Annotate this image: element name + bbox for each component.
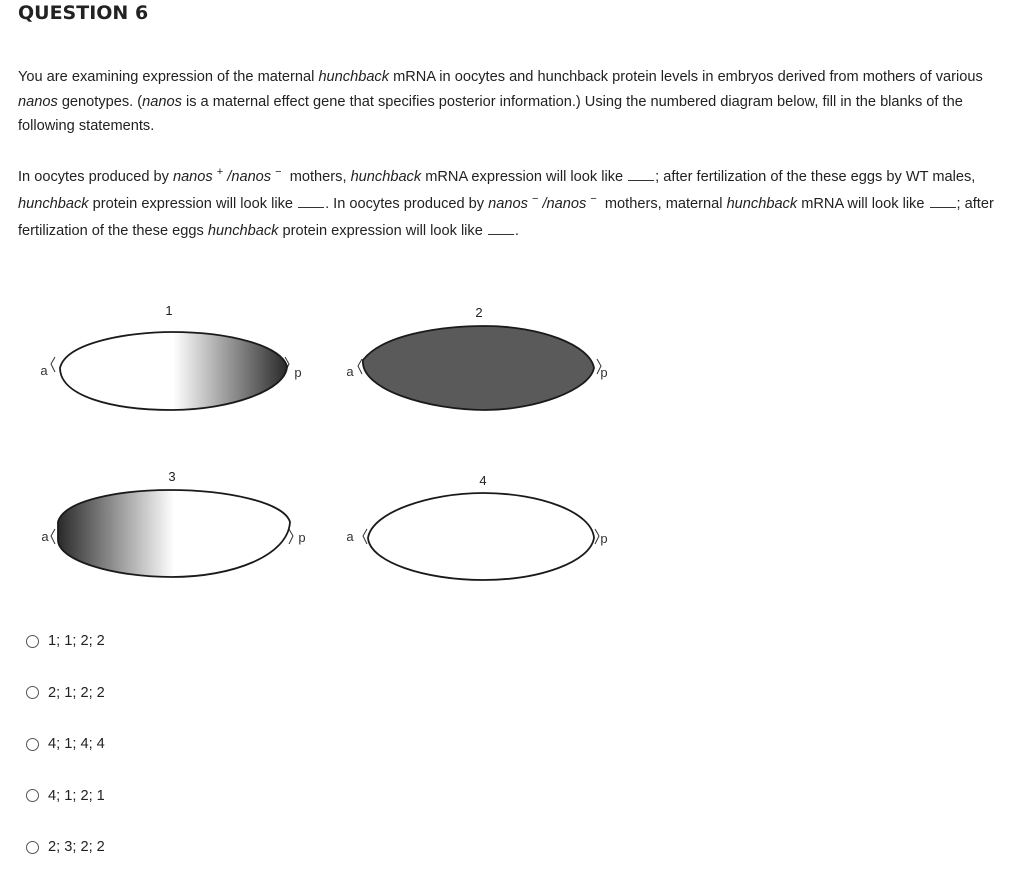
embryo-number: 3 (168, 469, 176, 484)
embryo-number: 1 (165, 303, 173, 318)
posterior-label: p (298, 530, 306, 545)
text: genotypes. ( (57, 93, 143, 110)
gene-name: hunchback (18, 195, 89, 212)
question-statements (18, 164, 1010, 244)
text: ; after fertilization of the these eggs (18, 195, 994, 239)
answer-label: 2; 3; 2; 2 (48, 839, 105, 856)
text: mRNA will look like (797, 195, 929, 212)
bracket-left (51, 529, 55, 544)
radio-button[interactable] (26, 841, 39, 854)
anterior-label: a (346, 364, 354, 379)
answer-option-1[interactable] (26, 628, 105, 654)
gene-name: nanos (18, 93, 58, 110)
bracket-left (363, 529, 367, 544)
text: In oocytes produced by (18, 169, 173, 185)
text: mRNA in oocytes and hunchback protein levels in embryos derived from mothers of various (389, 69, 983, 85)
text: . (514, 222, 519, 239)
gene-name: hunchback (726, 195, 798, 212)
gene-name: hunchback (207, 222, 279, 239)
blank-1 (628, 168, 654, 181)
blank-4 (488, 222, 514, 235)
posterior-label: p (600, 531, 608, 546)
blank-3 (930, 195, 956, 208)
text: protein expression will look like (278, 222, 487, 239)
answer-option-3[interactable] (26, 731, 105, 757)
text: protein expression will look like (88, 195, 298, 212)
allele-superscript: + (216, 166, 224, 179)
answer-option-4[interactable] (26, 783, 105, 809)
embryo-1 (40, 303, 301, 410)
answer-option-2[interactable] (26, 680, 105, 706)
question-title: QUESTION 6 (18, 2, 149, 24)
bracket-left (51, 357, 55, 372)
answer-options (26, 628, 105, 886)
posterior-label: p (294, 365, 302, 380)
gene-name: nanos (142, 93, 182, 110)
allele-superscript: − (590, 192, 597, 205)
text: You are examining expression of the maternal (18, 69, 319, 85)
question-intro (18, 65, 1010, 139)
radio-button[interactable] (26, 635, 39, 648)
gene-name: /nanos (542, 195, 587, 212)
posterior-label: p (600, 365, 608, 380)
radio-button[interactable] (26, 738, 39, 751)
embryo-shape (58, 490, 290, 577)
embryo-4 (346, 473, 607, 580)
anterior-label: a (346, 529, 354, 544)
bracket-right (289, 529, 293, 544)
bracket-left (358, 359, 362, 374)
answer-option-5[interactable] (26, 834, 105, 860)
embryo-diagram (0, 290, 640, 590)
answer-label: 1; 1; 2; 2 (48, 633, 105, 649)
embryo-number: 2 (475, 305, 483, 320)
anterior-label: a (40, 363, 48, 378)
gene-name: nanos (172, 169, 213, 185)
embryo-2 (346, 305, 607, 410)
answer-label: 4; 1; 2; 1 (48, 787, 105, 804)
embryo-shape (363, 326, 594, 410)
text: ; after fertilization of the these eggs by WT males, (655, 169, 976, 185)
text: mRNA expression will look like (421, 169, 628, 185)
allele-superscript: − (275, 166, 282, 179)
embryo-shape (368, 493, 594, 580)
text: is a maternal effect gene that specifies posterior information.) Using the numbered diagram below, fill in the blanks of the following statements. (18, 93, 963, 134)
text: mothers, (285, 169, 351, 185)
bracket-right (595, 529, 599, 544)
gene-name: nanos (488, 195, 528, 212)
embryo-shape (60, 332, 287, 410)
text: mothers, maternal (600, 195, 727, 212)
anterior-label: a (41, 529, 49, 544)
gene-name: hunchback (318, 69, 390, 85)
answer-label: 4; 1; 4; 4 (48, 736, 105, 753)
embryo-number: 4 (479, 473, 487, 488)
allele-superscript: − (531, 192, 539, 205)
radio-button[interactable] (26, 686, 39, 699)
gene-name: /nanos (227, 169, 272, 185)
blank-2 (298, 195, 324, 208)
gene-name: hunchback (350, 169, 422, 185)
text: . In oocytes produced by (325, 195, 489, 212)
embryo-3 (41, 469, 305, 577)
answer-label: 2; 1; 2; 2 (48, 684, 105, 701)
radio-button[interactable] (26, 789, 39, 802)
